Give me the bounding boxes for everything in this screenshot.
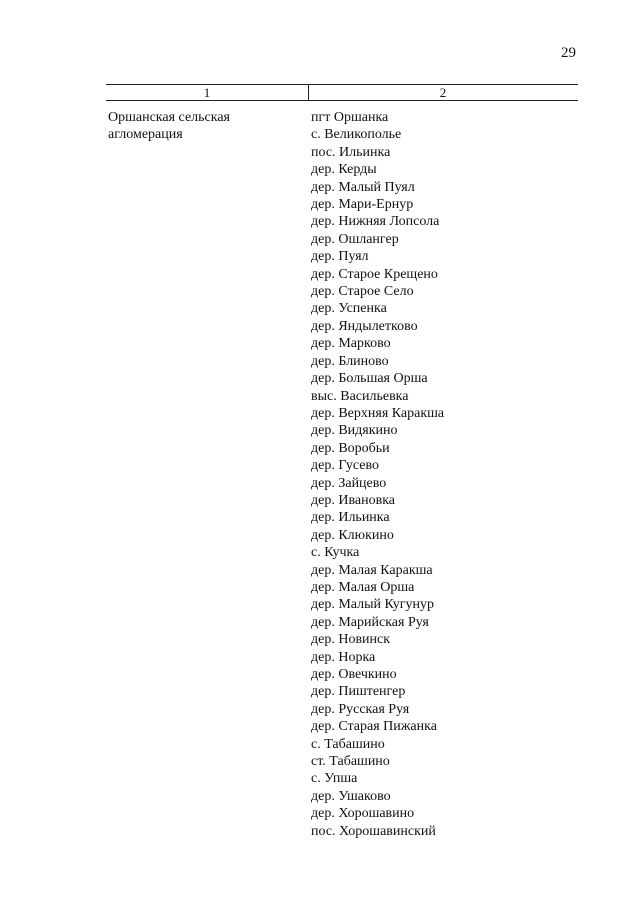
settlement-item: дер. Гусево: [311, 458, 380, 474]
settlement-item: дер. Марийская Руя: [311, 614, 429, 630]
settlement-item: дер. Старая Пижанка: [311, 719, 437, 735]
column-header-2: 2: [439, 85, 447, 100]
settlement-item: дер. Клюкино: [311, 527, 394, 543]
column-header-1: 1: [203, 85, 211, 100]
settlement-item: дер. Большая Орша: [311, 371, 428, 387]
settlement-item: дер. Блиново: [311, 353, 389, 369]
settlement-item: дер. Норка: [311, 649, 376, 665]
settlement-item: дер. Малый Пуял: [311, 179, 415, 195]
settlement-item: дер. Яндылетково: [311, 318, 418, 334]
settlement-item: дер. Ивановка: [311, 492, 395, 508]
settlement-item: дер. Старое Село: [311, 284, 414, 300]
settlement-item: дер. Малая Каракша: [311, 562, 433, 578]
settlement-item: дер. Новинск: [311, 632, 391, 648]
settlement-item: дер. Хорошавино: [311, 806, 415, 822]
settlement-item: дер. Ильинка: [311, 510, 390, 526]
settlement-item: дер. Пиштенгер: [311, 684, 406, 700]
settlement-item: дер. Мари-Ернур: [311, 197, 414, 213]
table-header-bottom-rule: [106, 100, 578, 101]
settlement-item: дер. Марково: [311, 336, 391, 352]
settlement-item: с. Великополье: [311, 127, 402, 143]
settlement-item: пос. Ильинка: [311, 144, 391, 160]
settlement-item: дер. Успенка: [311, 301, 387, 317]
settlement-item: дер. Старое Крещено: [311, 266, 438, 282]
settlement-item: с. Кучка: [311, 545, 360, 561]
settlement-item: дер. Керды: [311, 162, 377, 178]
settlement-item: дер. Русская Руя: [311, 701, 410, 717]
settlement-item: с. Упша: [311, 771, 358, 787]
settlement-item: ст. Табашино: [311, 754, 390, 770]
region-name-line: агломерация: [108, 127, 183, 143]
settlement-item: пос. Хорошавинский: [311, 823, 436, 839]
region-name-line: Оршанская сельская: [108, 110, 230, 125]
settlement-item: дер. Малый Кугунур: [311, 597, 435, 613]
settlement-item: дер. Пуял: [311, 249, 369, 265]
settlement-list: [311, 109, 576, 840]
settlement-item: дер. Зайцево: [311, 475, 387, 491]
region-name: [108, 109, 298, 144]
settlement-item: дер. Овечкино: [311, 667, 397, 682]
settlement-item: дер. Ушаково: [311, 788, 391, 804]
settlement-item: дер. Верхняя Каракша: [311, 405, 445, 421]
settlement-item: дер. Нижняя Лопсола: [311, 214, 440, 230]
settlement-item: дер. Ошлангер: [311, 231, 399, 247]
settlement-item: с. Табашино: [311, 736, 385, 752]
table-header-row: [106, 85, 578, 100]
page-number: 29: [561, 45, 576, 61]
settlement-item: дер. Видякино: [311, 423, 398, 439]
settlement-item: дер. Воробьи: [311, 440, 390, 456]
settlement-item: выс. Васильевка: [311, 388, 409, 404]
settlement-item: пгт Оршанка: [311, 110, 389, 125]
settlement-item: дер. Малая Орша: [311, 579, 415, 595]
